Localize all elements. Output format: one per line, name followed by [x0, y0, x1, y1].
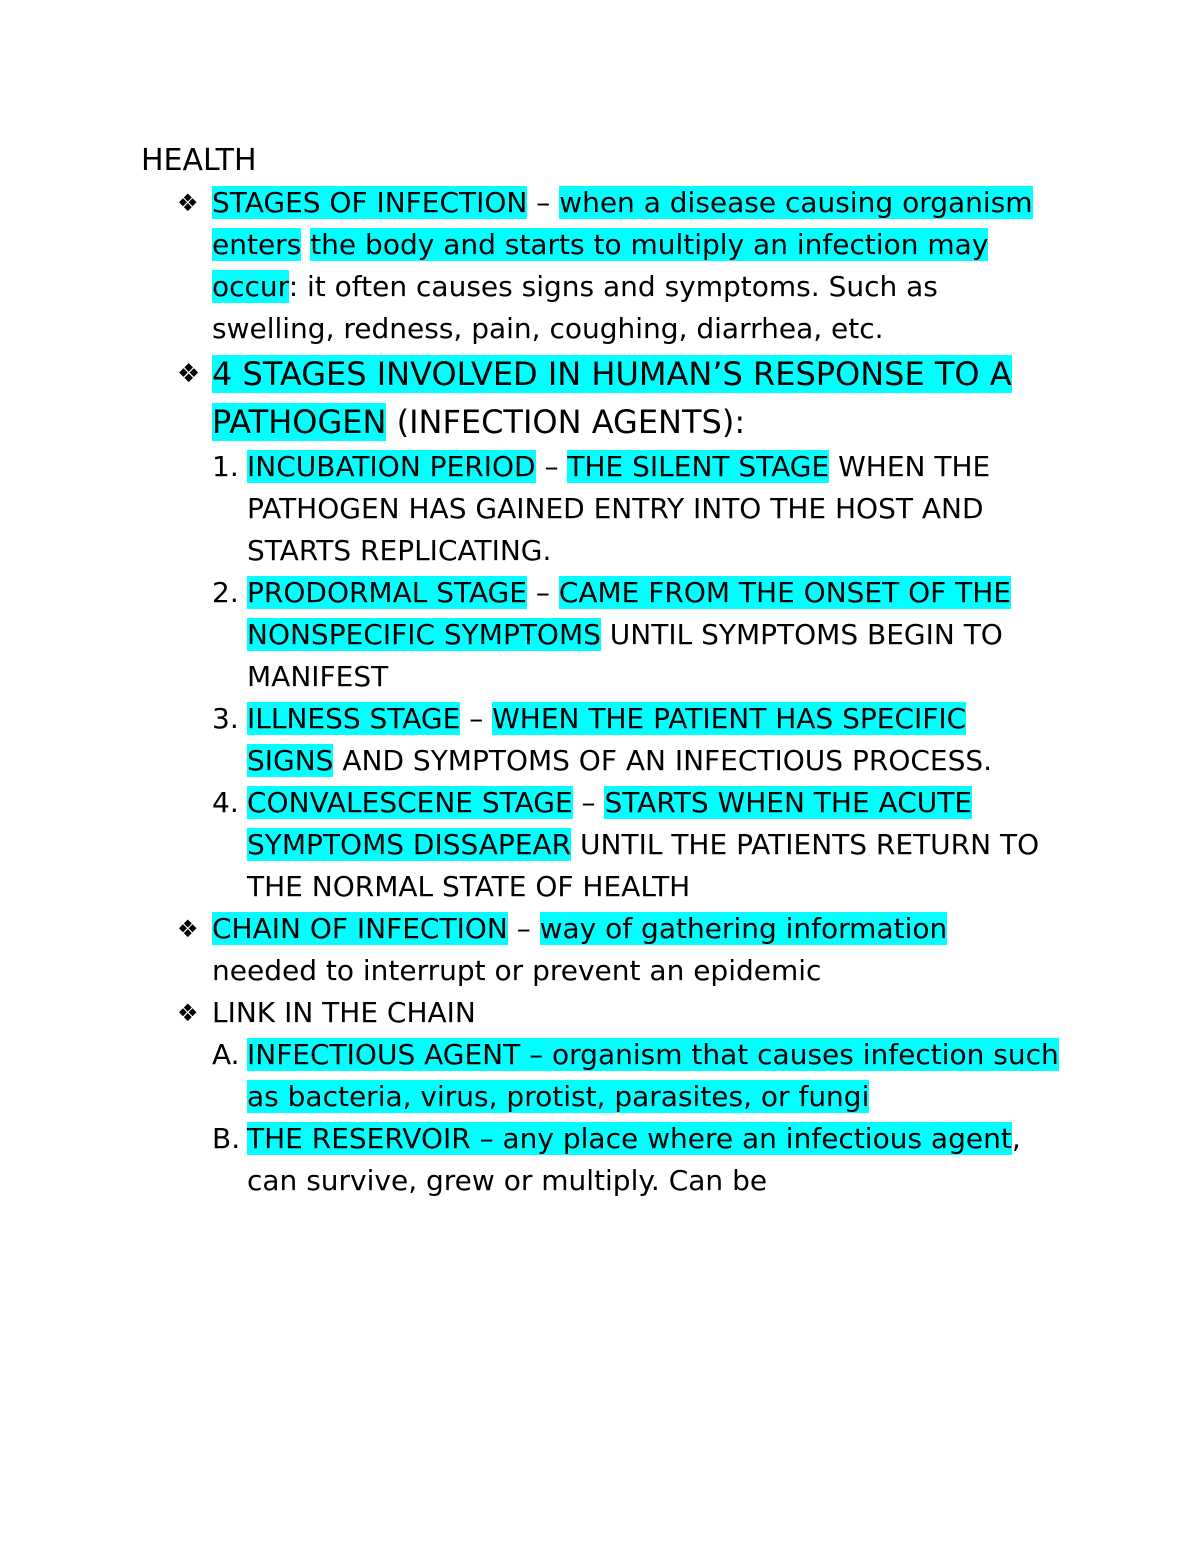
- stage-description: WHEN THE PATHOGEN HAS GAINED ENTRY INTO THE HOST AND STARTS REPLICATING.: [247, 450, 991, 567]
- four-diamond-bullet-icon: ❖: [177, 999, 199, 1027]
- stage-description: AND SYMPTOMS OF AN INFECTIOUS PROCESS.: [333, 744, 993, 777]
- chain-link-item: [141, 1034, 1061, 1118]
- list-number: 3.: [212, 702, 239, 735]
- document-body: [141, 140, 1061, 1202]
- stage-name: ILLNESS STAGE: [247, 702, 461, 735]
- stage-highlight: STARTS WHEN THE ACUTE SYMPTOMS DISSAPEAR: [247, 786, 973, 861]
- stage-description: UNTIL THE PATIENTS RETURN TO THE NORMAL STATE OF HEALTH: [247, 828, 1040, 903]
- highlighted-definition: when a disease causing organism enters: [212, 186, 1033, 261]
- stage-name: PRODORMAL STAGE: [247, 576, 527, 609]
- four-diamond-bullet-icon: ❖: [177, 189, 199, 217]
- four-diamond-bullet-icon: ❖: [177, 915, 199, 943]
- list-letter: B.: [212, 1122, 241, 1155]
- dash-separator: –: [527, 186, 560, 219]
- stage-name: CONVALESCENE STAGE: [247, 786, 573, 819]
- link-name: INFECTIOUS AGENT –: [247, 1038, 553, 1071]
- stage-item: [141, 698, 1061, 782]
- section-heading: CHAIN OF INFECTION: [212, 912, 508, 945]
- space: [301, 228, 310, 261]
- list-letter: A.: [212, 1038, 240, 1071]
- document-title: HEALTH: [141, 143, 257, 178]
- bullet-four-stages: [141, 350, 1061, 446]
- definition-text: : it often causes signs and symptoms. Such as swelling, redness, pain, coughing, diarrhea, etc.: [212, 270, 938, 345]
- bullet-link-in-the-chain: [141, 992, 1061, 1034]
- stage-item: [141, 446, 1061, 572]
- list-number: 1.: [212, 450, 239, 483]
- dash-separator: –: [535, 450, 568, 483]
- stage-description: UNTIL SYMPTOMS BEGIN TO MANIFEST: [247, 618, 1003, 693]
- section-heading: STAGES OF INFECTION: [212, 186, 528, 219]
- link-name: THE RESERVOIR –: [247, 1122, 503, 1155]
- bullet-stages-of-infection: [141, 182, 1061, 350]
- section-heading: LINK IN THE CHAIN: [212, 996, 476, 1029]
- link-highlight: any place where an infectious agent: [502, 1122, 1012, 1155]
- heading-suffix: (INFECTION AGENTS):: [386, 403, 746, 441]
- four-diamond-bullet-icon: ❖: [177, 359, 201, 389]
- dash-separator: –: [507, 912, 540, 945]
- list-number: 4.: [212, 786, 239, 819]
- stage-highlight: WHEN THE PATIENT HAS SPECIFIC SIGNS: [247, 702, 967, 777]
- dash-separator: –: [572, 786, 605, 819]
- stage-highlight: CAME FROM THE ONSET OF THE NONSPECIFIC SYMPTOMS: [247, 576, 1012, 651]
- dash-separator: –: [527, 576, 559, 609]
- stage-item: [141, 782, 1061, 908]
- list-number: 2.: [212, 576, 239, 609]
- highlighted-definition: way of gathering information: [539, 912, 948, 945]
- bullet-chain-of-infection: [141, 908, 1061, 992]
- stage-item: [141, 572, 1061, 698]
- link-highlight: organism that causes infection such as bacteria, virus, protist, parasites, or fungi: [247, 1038, 1059, 1113]
- dash-separator: –: [460, 702, 493, 735]
- stage-highlight: THE SILENT STAGE: [567, 450, 830, 483]
- chain-link-item: [141, 1118, 1061, 1202]
- stage-name: INCUBATION PERIOD: [247, 450, 536, 483]
- link-description: , can survive, grew or multiply. Can be: [247, 1122, 1021, 1197]
- highlighted-definition: the body and starts to multiply an infection may occur: [212, 228, 989, 303]
- section-heading: 4 STAGES INVOLVED IN HUMAN’S RESPONSE TO A PATHOGEN: [212, 355, 1012, 441]
- definition-text: needed to interrupt or prevent an epidemic: [212, 954, 822, 987]
